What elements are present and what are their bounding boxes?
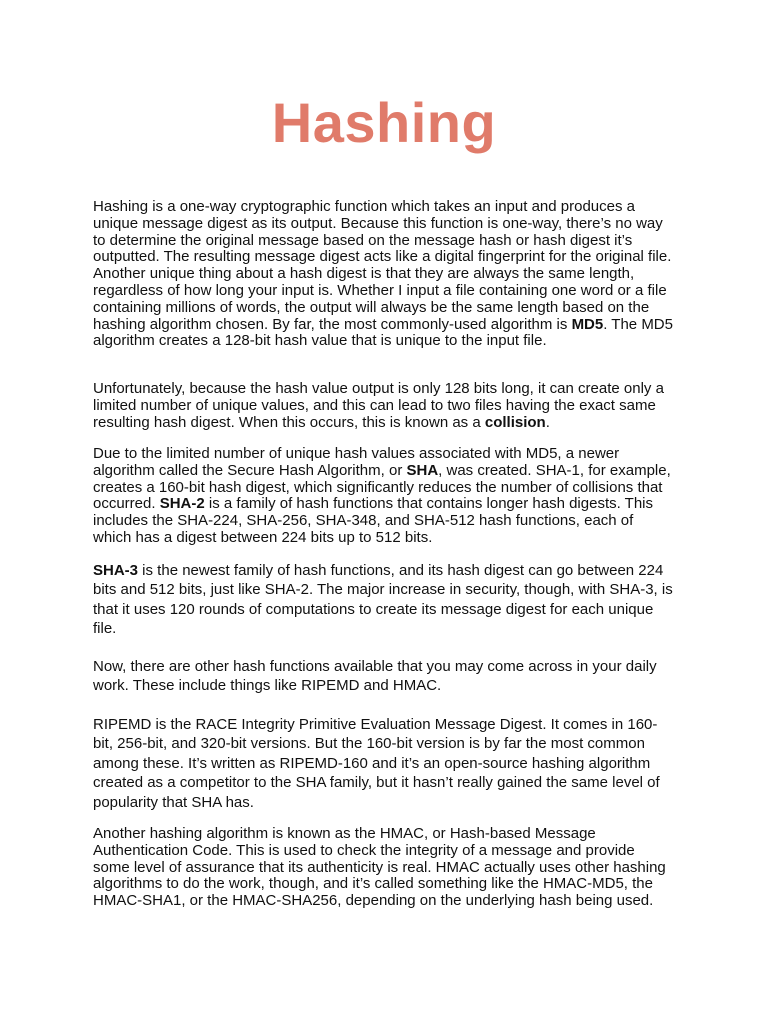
- bold-term: MD5: [571, 315, 604, 333]
- text-run: is a family of hash functions that contains longer hash digests. This includes the SHA-224, SHA-256, SHA-348, and SHA-512 hash functions, each of which has a digest between 224 bits up to 512 bits.: [93, 495, 654, 546]
- text-run: , was created. SHA-1, for example, creates a 160-bit hash digest, which significantly reduces the number of collisions that occurred.: [93, 461, 671, 513]
- paragraph-ripemd: [93, 715, 675, 812]
- text-run: Due to the limited number of unique hash values associated with MD5, a newer algorithm called the Secure Hash Algorithm, or: [93, 445, 620, 479]
- bold-term: collision: [484, 413, 546, 431]
- text-run: . The MD5 algorithm creates a 128-bit hash value that is unique to the input file.: [93, 315, 673, 350]
- bold-term: SHA-3: [93, 562, 139, 579]
- paragraph-sha: [93, 446, 675, 547]
- bold-term: SHA: [406, 461, 439, 479]
- bold-term: SHA-2: [159, 495, 205, 513]
- text-run: Another hashing algorithm is known as the HMAC, or Hash-based Message Authentication Code. This is used to check the integrity of a message and provide some level of assurance that its authenticity is real. HMAC actually uses other hashing algorithms to do the work, though, and it’s called something like the HMAC-MD5, the HMAC-SHA1, or the HMAC-SHA256, depending on the underlying hash being used.: [93, 825, 666, 910]
- text-run: RIPEMD is the RACE Integrity Primitive Evaluation Message Digest. It comes in 160-bit, 256-bit, and 320-bit versions. But the 160-bit version is by far the most common among these. It’s written as RIPEMD-160 and it’s an open-source hashing algorithm created as a competitor to the SHA family, but it hasn’t really gained the same level of popularity that SHA has.: [93, 716, 660, 811]
- text-run: is the newest family of hash functions, and its hash digest can go between 224 bits and 512 bits, just like SHA-2. The major increase in security, though, with SHA-3, is that it uses 120 rounds of computations to create its message digest for each unique file.: [93, 562, 673, 638]
- text-run: Unfortunately, because the hash value output is only 128 bits long, it can create only a limited number of unique values, and this can lead to two files having the exact same resulting hash digest. When this occurs, this is known as a: [93, 380, 664, 431]
- text-run: Hashing is a one-way cryptographic function which takes an input and produces a unique message digest as its output. Because this function is one-way, there’s no way to determine the original message based on the message hash or hash digest it’s outputted. The resulting message digest acts like a digital fingerprint for the original file. Another unique thing about a hash digest is that they are always the same length, regardless of how long your input is. Whether I input a file containing one word or a file containing millions of words, the output will always be the same length based on the hashing algorithm chosen. By far, the most commonly-used algorithm is: [93, 198, 672, 333]
- text-run: .: [545, 413, 550, 431]
- document-title: Hashing: [271, 91, 497, 154]
- paragraph-collision: [93, 381, 675, 431]
- paragraph-sha3: [93, 561, 675, 639]
- text-run: Now, there are other hash functions available that you may come across in your daily work. These include things like RIPEMD and HMAC.: [93, 658, 657, 695]
- paragraph-other-hash-functions: [93, 657, 675, 696]
- paragraph-intro-hashing: [93, 199, 675, 350]
- paragraph-hmac: [93, 826, 675, 910]
